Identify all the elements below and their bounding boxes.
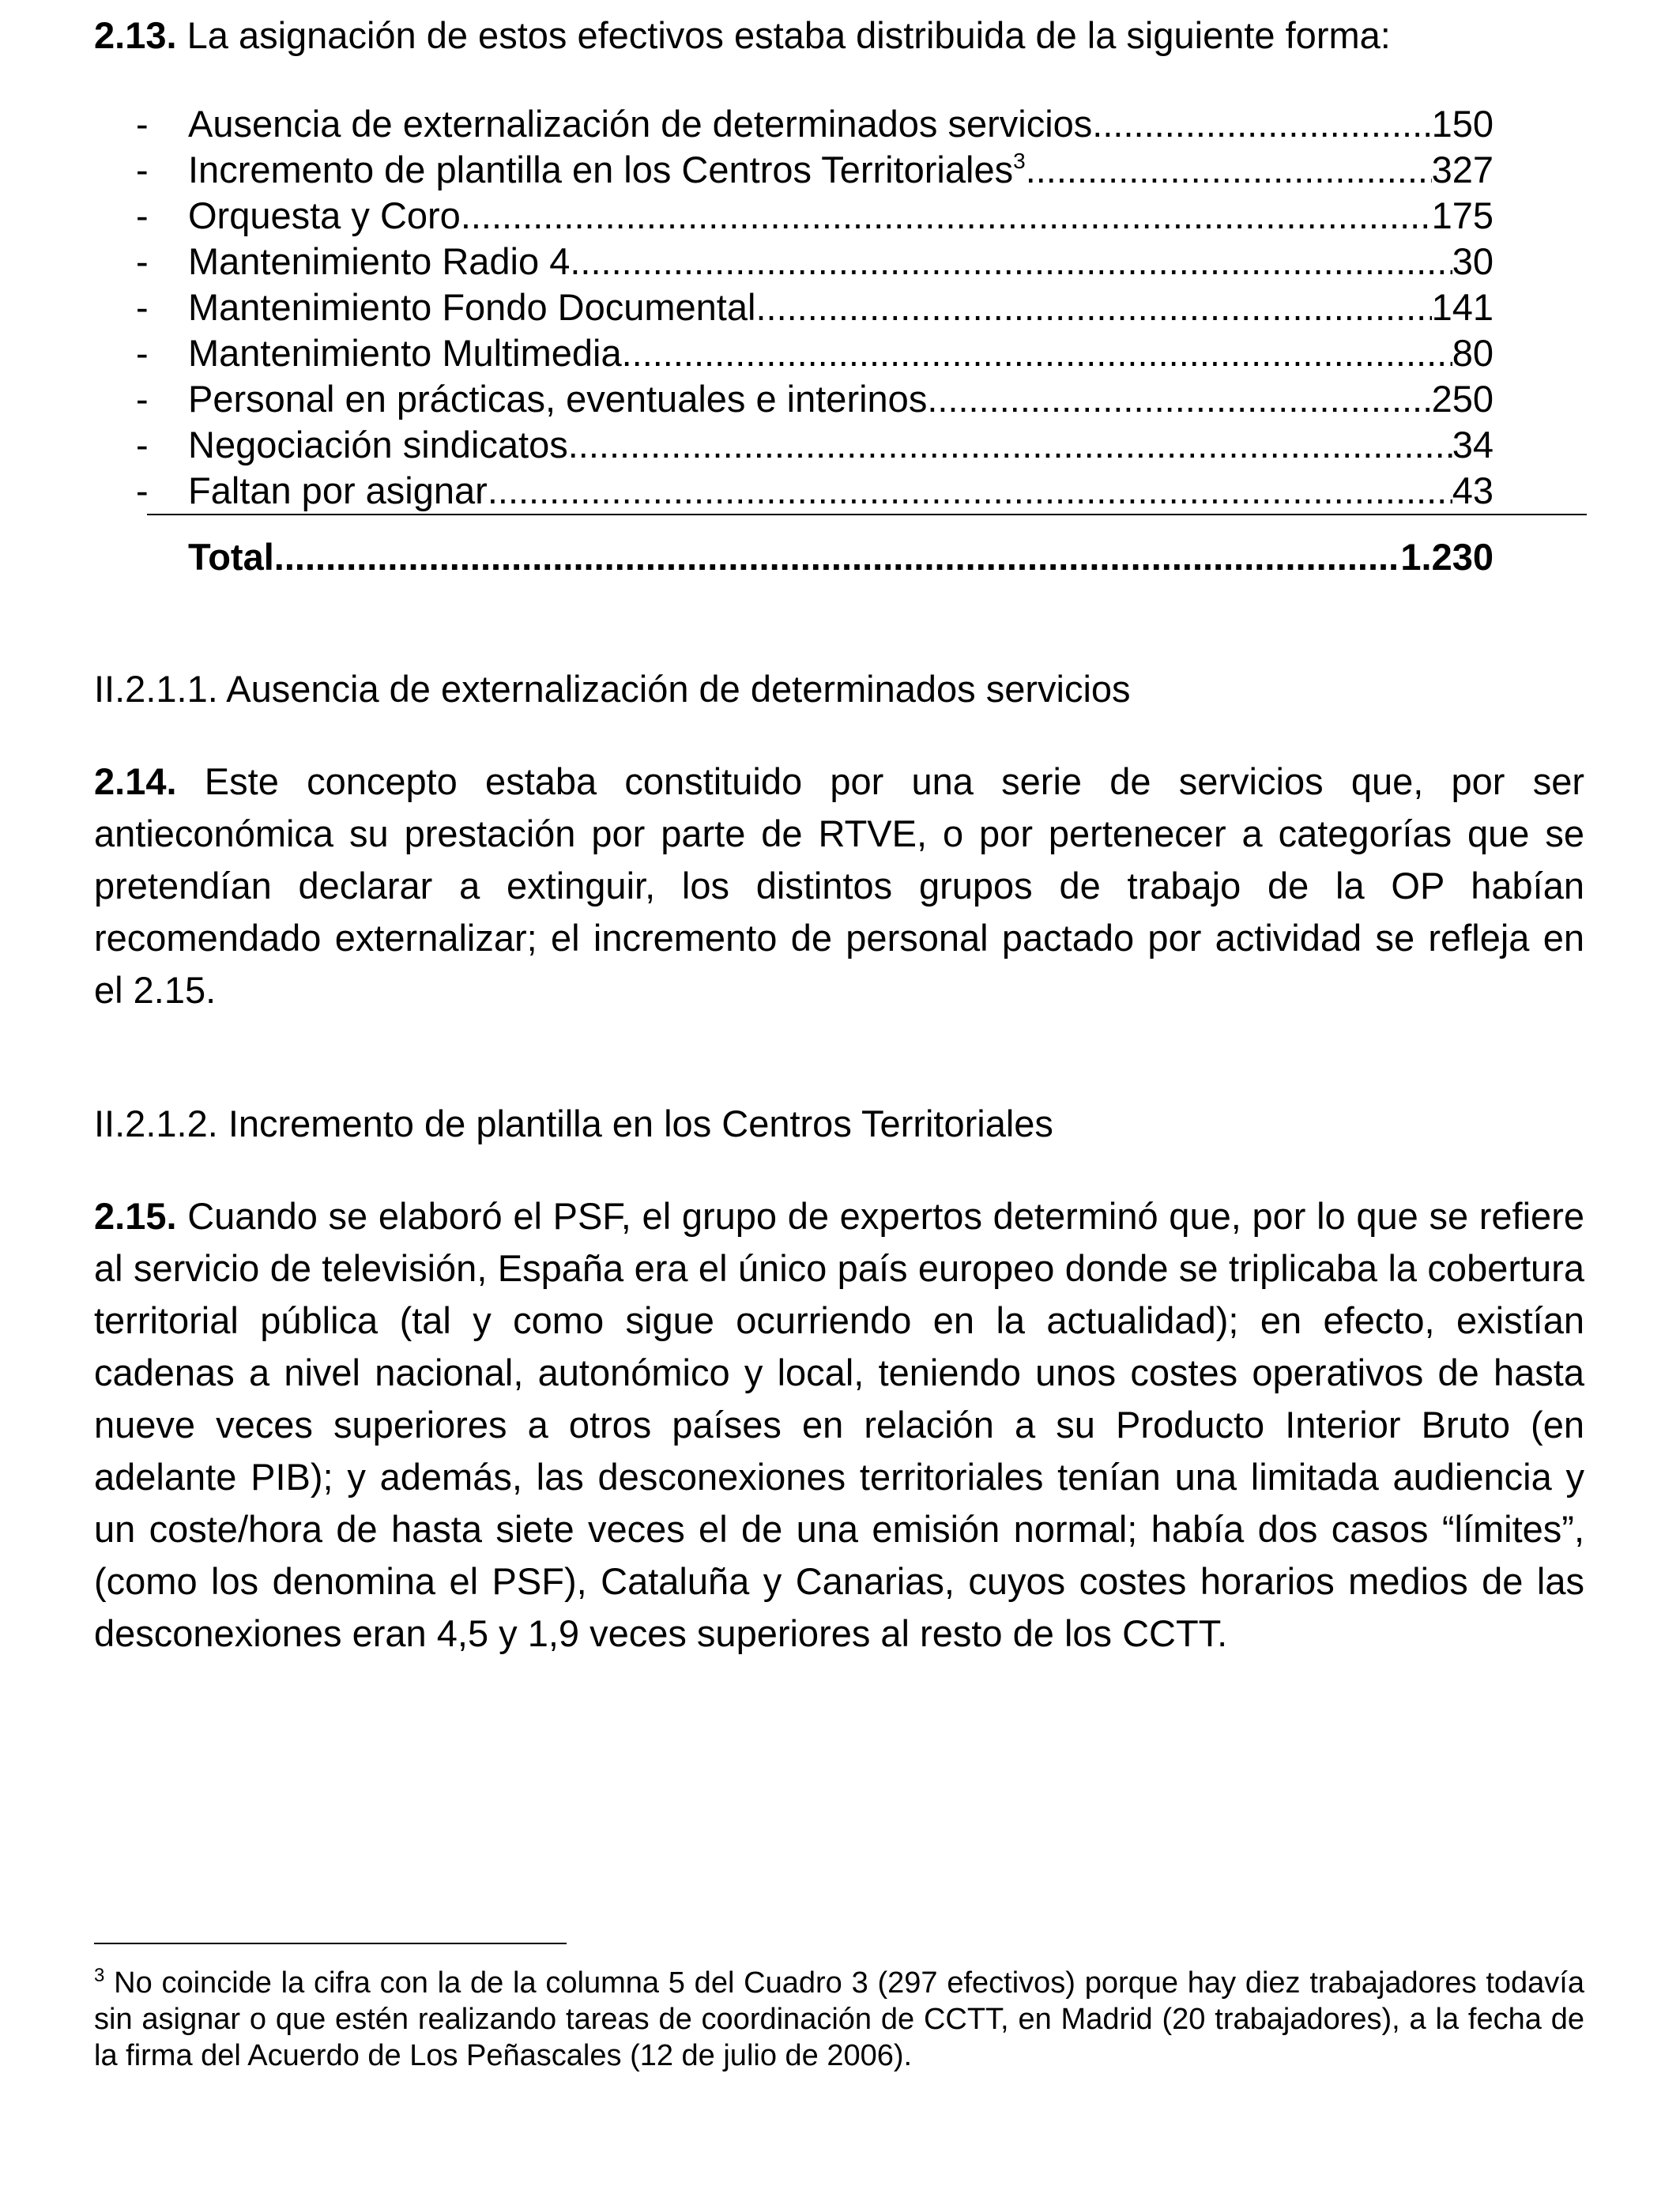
item-label: Faltan por asignar [188,469,488,511]
footnote-reference[interactable]: 3 [1013,149,1026,173]
list-dash: - [136,286,149,328]
item-value: 141 [1431,286,1494,328]
list-dash: - [136,194,149,236]
paragraph-2-14 [94,756,1584,1016]
item-label-text: Incremento de plantilla en los Centros Territoriales [188,149,1014,190]
item-value: 34 [1452,424,1494,466]
section-heading-2-1-2: II.2.1.2. Incremento de plantilla en los Centros Territoriales [94,1103,1053,1144]
dot-leader [755,285,1431,330]
list-dash: - [136,424,149,466]
item-value: 30 [1452,240,1494,282]
list-item [136,422,1494,468]
item-label: Orquesta y Coro [188,194,461,236]
list-item [136,468,1494,514]
list-dash: - [136,469,149,511]
list-item [136,193,1494,239]
paragraph-text: Cuando se elaboró el PSF, el grupo de expertos determinó que, por lo que se refiere al servicio de televisión, España era el único país europeo donde se triplicaba la cobertura territorial pública (tal y como sigue ocurriendo en la actualidad); en efecto, existían cadenas a nivel nacional, autonómico y local, teniendo unos costes operativos de hasta nueve veces superiores a otros países en relación a su Producto Interior Bruto (en adelante PIB); y además, las desconexiones territoriales tenían una limitada audiencia y un coste/hora de hasta siete veces el de una emisión normal; había dos casos “límites”, (como los denomina el PSF), Cataluña y Canarias, cuyos costes horarios medios de las desconexiones eran 4,5 y 1,9 veces superiores al resto de los CCTT. [94,1195,1584,1654]
footnote [94,1965,1584,2074]
list-item [136,239,1494,285]
paragraph-text: Este concepto estaba constituido por una serie de servicios que, por ser antieconómica su prestación por parte de RTVE, o por pertenecer a categorías que se pretendían declarar a extinguir, los distintos grupos de trabajo de la OP habían recomendado externalizar; el incremento de personal pactado por actividad se refleja en el 2.15. [94,760,1584,1011]
dot-leader [274,534,1401,580]
list-dash: - [136,149,149,190]
list-item [136,330,1494,376]
total-divider [147,514,1587,515]
item-label: Mantenimiento Multimedia [188,332,622,374]
dot-leader [568,422,1452,468]
list-dash: - [136,332,149,374]
paragraph-number: 2.15. [94,1195,177,1237]
list-item [136,376,1494,422]
total-value: 1.230 [1400,536,1494,578]
paragraph-2-15 [94,1190,1584,1660]
list-item [136,101,1494,147]
paragraph-text: La asignación de estos efectivos estaba distribuida de la siguiente forma: [176,14,1391,56]
list-dash: - [136,378,149,420]
dot-leader [1092,101,1431,147]
item-label: Negociación sindicatos [188,424,568,466]
dot-leader [488,468,1452,514]
dot-leader [570,239,1452,285]
dot-leader [622,330,1452,376]
total-row [188,534,1494,580]
item-label: Mantenimiento Radio 4 [188,240,571,282]
item-value: 43 [1452,469,1494,511]
dot-leader [927,376,1431,422]
list-item [136,285,1494,330]
section-heading-2-1-1: II.2.1.1. Ausencia de externalización de determinados servicios [94,668,1131,710]
paragraph-number: 2.14. [94,760,177,802]
footnote-text: No coincide la cifra con la de la columna 5 del Cuadro 3 (297 efectivos) porque hay diez trabajadores todavía sin asignar o que estén realizando tareas de coordinación de CCTT, en Madrid (20 trabajadores), a la fecha de la firma del Acuerdo de Los Peñascales (12 de julio de 2006). [94,1966,1584,2072]
list-dash: - [136,240,149,282]
footnote-separator [94,1943,567,1944]
item-value: 80 [1452,332,1494,374]
paragraph-2-13 [94,9,1595,62]
item-value: 150 [1431,103,1494,145]
item-value: 250 [1431,378,1494,420]
list-dash: - [136,103,149,145]
total-row-wrapper [188,534,1494,580]
total-label: Total [188,536,274,578]
paragraph-number: 2.13. [94,14,177,56]
dot-leader [1026,147,1432,193]
allocation-list [136,101,1494,514]
item-label: Mantenimiento Fondo Documental [188,286,756,328]
item-value: 327 [1431,149,1494,190]
footnote-mark: 3 [94,1965,105,1986]
dot-leader [461,193,1432,239]
item-label: Personal en prácticas, eventuales e interinos [188,378,928,420]
item-value: 175 [1431,194,1494,236]
list-item [136,147,1494,193]
item-label: Ausencia de externalización de determinados servicios [188,103,1093,145]
item-label [188,147,1026,193]
